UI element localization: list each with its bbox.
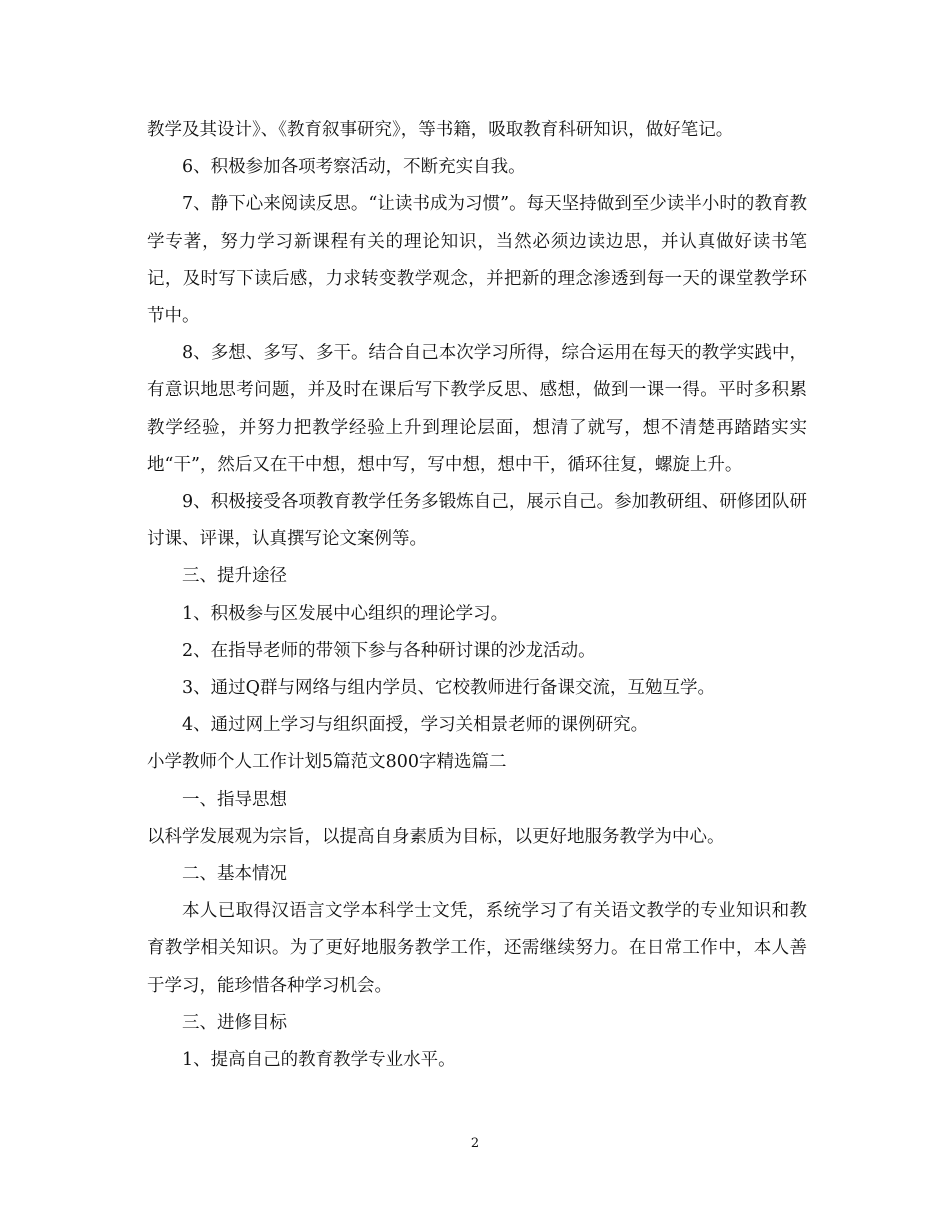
article-title-part-two: 小学教师个人工作计划5篇范文800字精选篇二 <box>147 752 507 773</box>
page-number: 2 <box>470 1136 480 1151</box>
section-heading-basic-situation: 二、基本情况 <box>182 864 287 885</box>
document-body <box>147 112 807 1079</box>
paragraph-basic-situation: 本人已取得汉语言文学本科学士文凭，系统学习了有关语文教学的专业知识和教育教学相关知识。为了更好地服务教学工作，还需继续努力。在日常工作中，本人善于学习，能珍惜各种学习机会。 <box>147 901 807 996</box>
paragraph-path-1: 1、积极参与区发展中心组织的理论学习。 <box>182 603 509 624</box>
paragraph-path-4: 4、通过网上学习与组织面授，学习关相景老师的课例研究。 <box>182 715 649 736</box>
paragraph-path-2: 2、在指导老师的带领下参与各种研讨课的沙龙活动。 <box>182 640 596 661</box>
section-heading-improvement-paths: 三、提升途径 <box>182 566 287 587</box>
paragraph-item-7: 7、静下心来阅读反思。“让读书成为习惯”。每天坚持做到至少读半小时的教育教学专著，努力学习新课程有关的理论知识，当然必须边读边思，并认真做好读书笔记，及时写下读后感，力求转变教学观念，并把新的理念渗透到每一天的课堂教学环节中。 <box>147 194 807 327</box>
paragraph-path-3: 3、通过Q群与网络与组内学员、它校教师进行备课交流，互勉互学。 <box>182 678 715 699</box>
paragraph-item-8: 8、多想、多写、多干。结合自己本次学习所得，综合运用在每天的教学实践中，有意识地思考问题，并及时在课后写下教学反思、感想，做到一课一得。平时多积累教学经验，并努力把教学经验上升到理论层面，想清了就写，想不清楚再踏踏实实地“干”，然后又在干中想，想中写，写中想，想中干，循环往复，螺旋上升。 <box>147 343 807 475</box>
paragraph-goal-1: 1、提高自己的教育教学专业水平。 <box>182 1050 456 1071</box>
paragraph-item-9: 9、积极接受各项教育教学任务多锻炼自己，展示自己。参加教研组、研修团队研讨课、评课，认真撰写论文案例等。 <box>147 492 807 550</box>
section-heading-guiding-ideology: 一、指导思想 <box>182 789 287 810</box>
paragraph-continued-books: 教学及其设计》、《教育叙事研究》，等书籍，吸取教育科研知识，做好笔记。 <box>147 120 734 140</box>
paragraph-guiding-ideology: 以科学发展观为宗旨，以提高自身素质为目标，以更好地服务教学为中心。 <box>147 826 725 847</box>
section-heading-study-goals: 三、进修目标 <box>182 1012 287 1033</box>
paragraph-item-6: 6、积极参加各项考察活动，不断充实自我。 <box>182 157 526 178</box>
